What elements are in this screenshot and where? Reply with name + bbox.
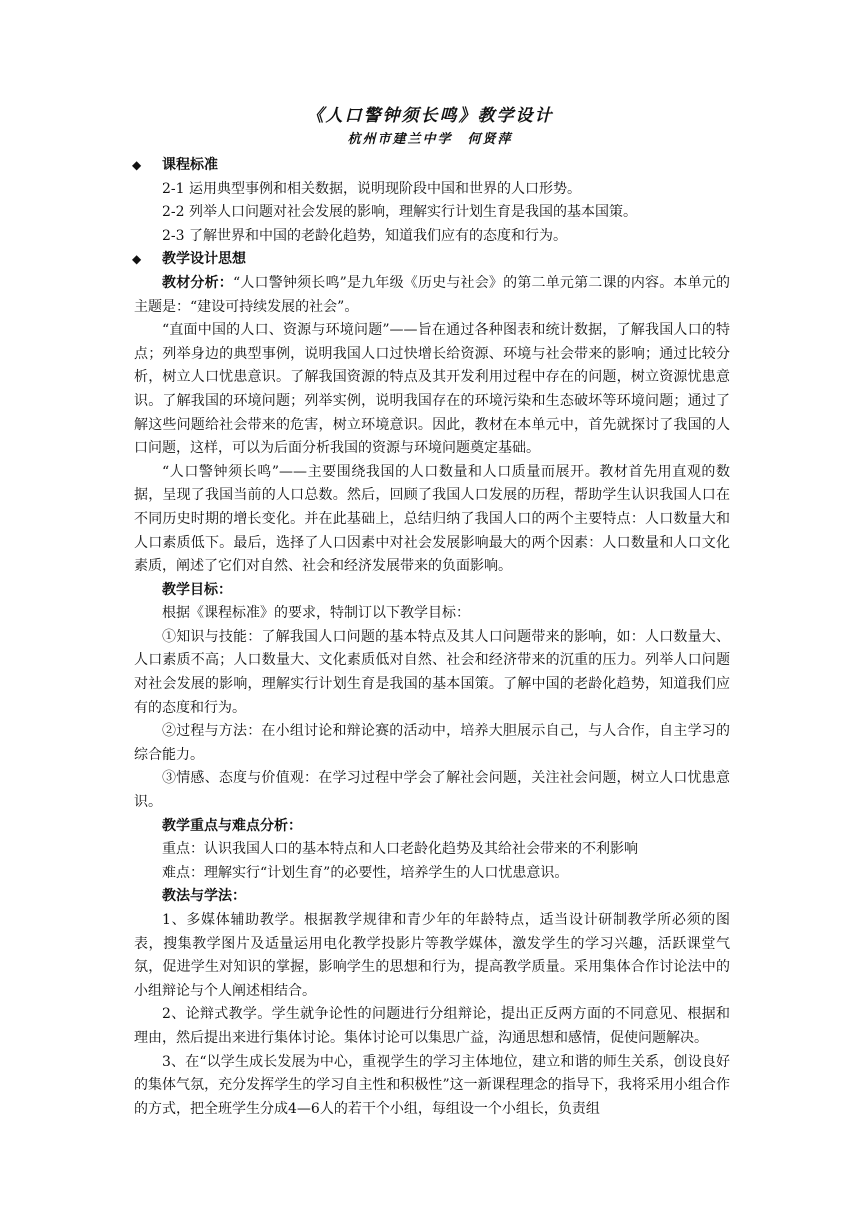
- method-item: 1、多媒体辅助教学。根据教学规律和青少年的年龄特点，适当设计研制教学所必须的图表，搜集教学图片及适量运用电化教学投影片等教学媒体，激发学生的学习兴趣，活跃课堂气氛，促进学生对知识的掌握，影响学生的思想和行为，提高教学质量。采用集体合作讨论法中的小组辩论与个人阐述相结合。: [134, 912, 730, 999]
- body-paragraph: “直面中国的人口、资源与环境问题”——旨在通过各种图表和统计数据，了解我国人口的特点；列举身边的典型事例，说明我国人口过快增长给资源、环境与社会带来的影响；通过比较分析，树立人口忧患意识。了解我国资源的特点及其开发利用过程中存在的问题，树立资源忧患意识。了解我国的环境问题；列举实例，说明我国存在的环境污染和生态破坏等环境问题；通过了解这些问题给社会带来的危害，树立环境意识。因此，教材在本单元中，首先就探讨了我国的人口问题，这样，可以为后面分析我国的资源与环境问题奠定基础。: [134, 322, 730, 457]
- goal-item: ③情感、态度与价值观：在学习过程中学会了解社会问题，关注社会问题，树立人口忧患意识。: [134, 770, 730, 811]
- analysis-label: 教材分析：: [162, 274, 233, 291]
- goals-intro: 根据《课程标准》的要求，特制订以下教学目标：: [162, 605, 470, 622]
- goal-item: ②过程与方法：在小组讨论和辩论赛的活动中，培养大胆展示自己，与人合作，自主学习的综合能力。: [134, 723, 730, 763]
- curriculum-item: 2-2 列举人口问题对社会发展的影响，理解实行计划生育是我国的基本国策。: [162, 204, 637, 221]
- key-point: 重点：认识我国人口的基本特点和人口老龄化趋势及其给社会带来的不利影响: [162, 841, 638, 858]
- section-heading-label: 教学设计思想: [162, 251, 246, 268]
- key-points-heading: 教学重点与难点分析：: [162, 817, 302, 834]
- document-body: [134, 154, 730, 1121]
- section-heading-design: [134, 248, 730, 272]
- diamond-bullet-icon: ◆: [132, 158, 142, 172]
- section-heading-label: 课程标准: [162, 157, 218, 173]
- section-heading-curriculum: [134, 154, 730, 178]
- analysis-text: “人口警钟须长鸣”是九年级《历史与社会》的第二单元第二课的内容。本单元的主题是：“建设可持续发展的社会”。: [134, 274, 731, 315]
- document-author: 杭州市建兰中学 何贤萍: [347, 132, 513, 147]
- methods-heading: 教法与学法：: [162, 888, 246, 905]
- goals-heading: 教学目标：: [162, 581, 232, 598]
- document-title: 《人口警钟须长鸣》教学设计: [306, 106, 554, 126]
- goal-item: ①知识与技能：了解我国人口问题的基本特点及其人口问题带来的影响，如：人口数量大、人口素质不高；人口数量大、文化素质低对自然、社会和经济带来的沉重的压力。列举人口问题对社会发展的影响，理解实行计划生育是我国的基本国策。了解中国的老龄化趋势，知道我们应有的态度和行为。: [134, 628, 730, 716]
- difficulty-point: 难点：理解实行“计划生育”的必要性，培养学生的人口忧患意识。: [162, 864, 569, 881]
- curriculum-item: 2-1 运用典型事例和相关数据，说明现阶段中国和世界的人口形势。: [162, 180, 581, 197]
- method-item: 2、论辩式教学。学生就争论性的问题进行分组辩论，提出正反两方面的不同意见、根据和理由，然后提出来进行集体讨论。集体讨论可以集思广益，沟通思想和感情，促使问题解决。: [134, 1006, 730, 1046]
- method-item: 3、在“以学生成长发展为中心，重视学生的学习主体地位，建立和谐的师生关系，创设良好的集体气氛，充分发挥学生的学习自主性和积极性”这一新课程理念的指导下，我将采用小组合作的方式，把全班学生分成4—6人的若干个小组，每组设一个小组长，负责组: [134, 1053, 730, 1117]
- body-paragraph: “人口警钟须长鸣”——主要围绕我国的人口数量和人口质量而展开。教材首先用直观的数据，呈现了我国当前的人口总数。然后，回顾了我国人口发展的历程，帮助学生认识我国人口在不同历史时期的增长变化。并在此基础上，总结归纳了我国人口的两个主要特点：人口数量大和人口素质低下。最后，选择了人口因素中对社会发展影响最大的两个因素：人口数量和人口文化素质，阐述了它们对自然、社会和经济发展带来的负面影响。: [134, 463, 730, 575]
- curriculum-item: 2-3 了解世界和中国的老龄化趋势，知道我们应有的态度和行为。: [162, 227, 567, 244]
- analysis-paragraph: [134, 272, 730, 319]
- diamond-bullet-icon: ◆: [132, 252, 142, 267]
